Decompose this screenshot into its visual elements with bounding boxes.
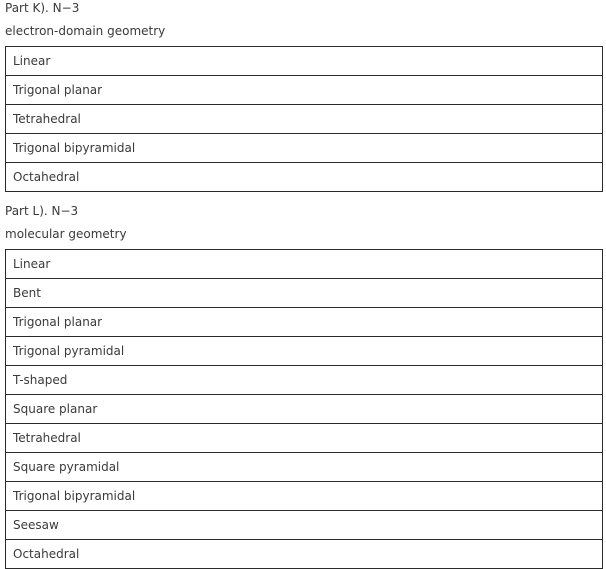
option-seesaw[interactable]: Seesaw [6, 511, 602, 540]
part-k-subtitle: electron-domain geometry [5, 24, 166, 38]
option-octahedral[interactable]: Octahedral [6, 540, 602, 569]
part-k-title: Part K). N−3 [5, 1, 80, 15]
option-trigonal-pyramidal[interactable]: Trigonal pyramidal [6, 337, 602, 366]
option-bent[interactable]: Bent [6, 279, 602, 308]
option-trigonal-bipyramidal[interactable]: Trigonal bipyramidal [6, 134, 602, 163]
option-square-planar[interactable]: Square planar [6, 395, 602, 424]
option-linear[interactable]: Linear [6, 250, 602, 279]
option-octahedral[interactable]: Octahedral [6, 163, 602, 192]
option-linear[interactable]: Linear [6, 47, 602, 76]
part-l-options-list [5, 249, 603, 569]
option-trigonal-planar[interactable]: Trigonal planar [6, 76, 602, 105]
option-t-shaped[interactable]: T-shaped [6, 366, 602, 395]
option-trigonal-planar[interactable]: Trigonal planar [6, 308, 602, 337]
option-tetrahedral[interactable]: Tetrahedral [6, 105, 602, 134]
option-tetrahedral[interactable]: Tetrahedral [6, 424, 602, 453]
part-k-options-list [5, 46, 603, 192]
part-l-subtitle: molecular geometry [5, 227, 127, 241]
option-square-pyramidal[interactable]: Square pyramidal [6, 453, 602, 482]
option-trigonal-bipyramidal[interactable]: Trigonal bipyramidal [6, 482, 602, 511]
part-l-title: Part L). N−3 [5, 204, 79, 218]
